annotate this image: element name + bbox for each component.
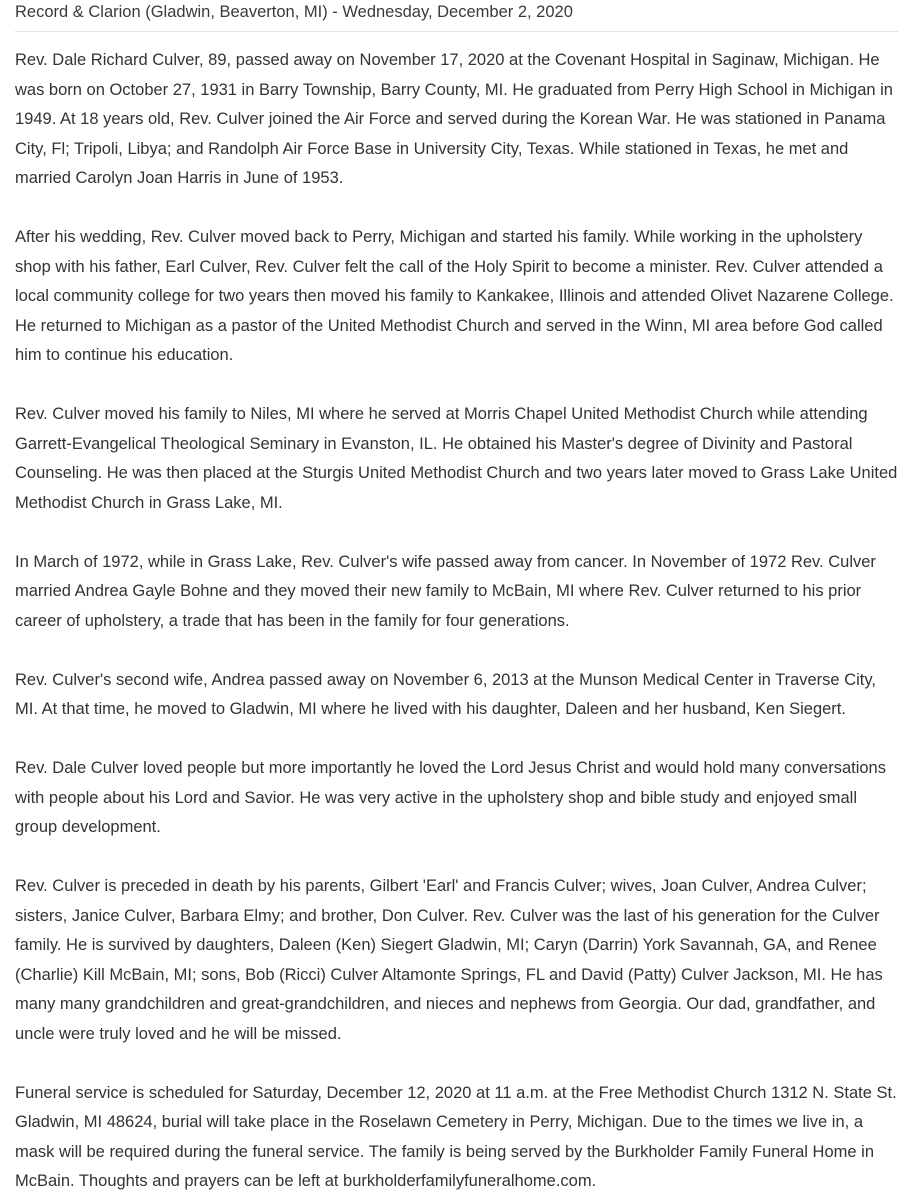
- paragraph-family: Rev. Culver is preceded in death by his parents, Gilbert 'Earl' and Francis Culver; wives, Joan Culver, Andrea Culver; sisters, Janice Culver, Barbara Elmy; and brother, Don Culver. Rev. Culver was the last of his generation for the Culver family. He is survived by daughters, Daleen (Ken) Siegert Gladwin, MI; Caryn (Darrin) York Savannah, GA, and Renee (Charlie) Kill McBain, MI; sons, Bob (Ricci) Culver Altamonte Springs, FL and David (Patty) Culver Jackson, MI. He has many many grandchildren and great-grandchildren, and nieces and nephews from Georgia. Our dad, grandfather, and uncle were truly loved and he will be missed.: [15, 877, 883, 1043]
- paragraph-seminary: Rev. Culver moved his family to Niles, MI where he served at Morris Chapel United Methodist Church while attending Garrett-Evangelical Theological Seminary in Evanston, IL. He obtained his Master's degree of Divinity and Pastoral Counseling. He was then placed at the Sturgis United Methodist Church and two years later moved to Grass Lake United Methodist Church in Grass Lake, MI.: [15, 405, 898, 512]
- publication-source-line: Record & Clarion (Gladwin, Beaverton, MI) - Wednesday, December 2, 2020: [15, 0, 898, 32]
- paragraph-funeral-service: Funeral service is scheduled for Saturday, December 12, 2020 at 11 a.m. at the Free Methodist Church 1312 N. State St. Gladwin, MI 48624, burial will take place in the Roselawn Cemetery in Perry, Michigan. Due to the times we live in, a mask will be required during the funeral service. The family is being served by the Burkholder Family Funeral Home in McBain. Thoughts and prayers can be left at burkholderfamilyfuneralhome.com.: [15, 1083, 897, 1190]
- paragraph-biography: Rev. Dale Richard Culver, 89, passed away on November 17, 2020 at the Covenant Hospital in Saginaw, Michigan. He was born on October 27, 1931 in Barry Township, Barry County, MI. He graduated from Perry High School in Michigan in 1949. At 18 years old, Rev. Culver joined the Air Force and served during the Korean War. He was stationed in Panama City, Fl; Tripoli, Libya; and Randolph Air Force Base in University City, Texas. While stationed in Texas, he met and married Carolyn Joan Harris in June of 1953.: [15, 51, 893, 187]
- paragraph-faith: Rev. Dale Culver loved people but more importantly he loved the Lord Jesus Christ and would hold many conversations with people about his Lord and Savior. He was very active in the upholstery shop and bible study and enjoyed small group development.: [15, 759, 886, 836]
- paragraph-remarriage: In March of 1972, while in Grass Lake, Rev. Culver's wife passed away from cancer. In November of 1972 Rev. Culver married Andrea Gayle Bohne and they moved their new family to McBain, MI where Rev. Culver returned to his prior career of upholstery, a trade that has been in the family for four generations.: [15, 552, 876, 630]
- obituary-article: [15, 32, 898, 1197]
- paragraph-later-life: Rev. Culver's second wife, Andrea passed away on November 6, 2013 at the Munson Medical Center in Traverse City, MI. At that time, he moved to Gladwin, MI where he lived with his daughter, Daleen and her husband, Ken Siegert.: [15, 670, 876, 718]
- paragraph-ministry: After his wedding, Rev. Culver moved back to Perry, Michigan and started his family. While working in the upholstery shop with his father, Earl Culver, Rev. Culver felt the call of the Holy Spirit to become a minister. Rev. Culver attended a local community college for two years then moved his family to Kankakee, Illinois and attended Olivet Nazarene College. He returned to Michigan as a pastor of the United Methodist Church and served in the Winn, MI area before God called him to continue his education.: [15, 228, 894, 364]
